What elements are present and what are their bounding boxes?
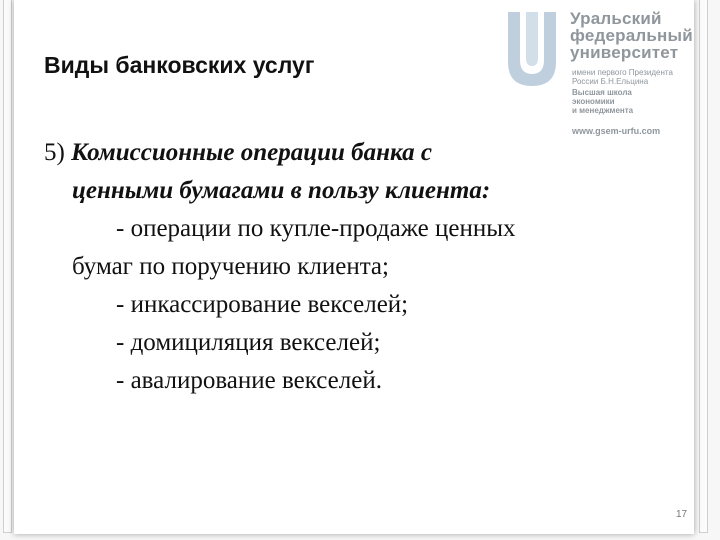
heading-line-1 <box>44 134 684 172</box>
logo-school-caption <box>572 88 694 115</box>
logo-school3: и менеджмента <box>572 106 634 115</box>
logo-school1: Высшая школа <box>572 88 632 97</box>
university-logo <box>502 4 692 136</box>
logo-school2: экономики <box>572 97 615 106</box>
logo-line2: федеральный <box>570 26 693 45</box>
slide-title: Виды банковских услуг <box>44 52 315 78</box>
slide <box>14 0 694 534</box>
right-frame-border <box>699 0 708 533</box>
list-item-2: - инкассирование векселей; <box>116 291 409 318</box>
logo-president-caption <box>572 68 694 86</box>
list-item-1-line2: бумаг по поручению клиента; <box>72 253 389 280</box>
heading-text-1: Комиссионные операции банка с <box>71 139 432 166</box>
list-item-3: - домициляция векселей; <box>116 329 381 356</box>
page-number: 17 <box>676 509 688 520</box>
list-item-4: - авалирование векселей. <box>116 367 382 394</box>
heading-text-2: ценными бумагами в пользу клиента: <box>72 177 491 204</box>
list-item-1-line1: - операции по купле-продаже ценных <box>116 215 516 242</box>
left-frame-border <box>3 0 12 533</box>
logo-small1: имени первого Президента <box>572 68 673 77</box>
logo-url: www.gsem-urfu.com <box>572 126 661 136</box>
logo-small2: России Б.Н.Ельцина <box>572 77 649 86</box>
logo-line1: Уральский <box>570 9 662 28</box>
logo-university-name <box>570 10 694 61</box>
logo-line3: университет <box>570 43 679 62</box>
heading-number: 5) <box>44 139 72 166</box>
urfu-logo-mark-icon <box>504 8 558 90</box>
slide-body <box>44 134 684 400</box>
